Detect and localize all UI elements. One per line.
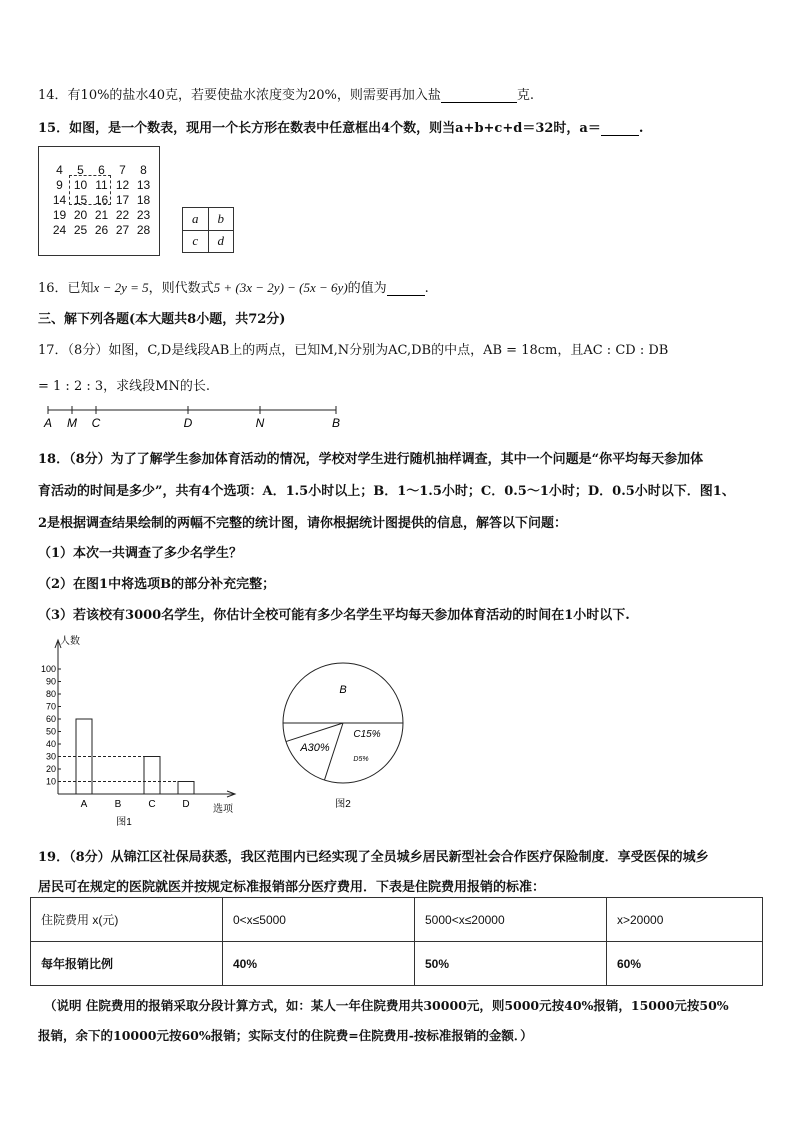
- box-a: a: [183, 208, 209, 231]
- question-17-line2: = 1 : 2 : 3，求线段MN的长.: [38, 379, 210, 394]
- y-tick-label: 50: [45, 726, 56, 737]
- number-cell: 21: [94, 208, 109, 222]
- chart-title: 图1: [116, 817, 132, 828]
- answer-blank-15[interactable]: [601, 120, 639, 136]
- box-b: b: [208, 208, 234, 231]
- number-cell: 27: [115, 223, 130, 237]
- y-tick-label: 60: [45, 714, 56, 724]
- table-header-cost: 住院费用 x(元): [31, 898, 223, 942]
- point-label-A: A: [43, 416, 53, 430]
- answer-blank-14[interactable]: [441, 87, 517, 103]
- question-19-line2: 居民可在规定的医院就医并按规定标准报销部分医疗费用．下表是住院费用报销的标准：: [38, 880, 546, 895]
- x-axis-label: 选项: [213, 804, 233, 815]
- question-18-sub1: （1）本次一共调查了多少名学生？: [38, 546, 243, 561]
- number-cell: 22: [115, 208, 130, 222]
- abcd-box: [182, 207, 234, 253]
- number-cell: 19: [52, 208, 67, 222]
- question-19-line1: 19．（8分）从锦江区社保局获悉，我区范围内已经实现了全员城乡居民新型社会合作医疗保险制度．享受医保的城乡: [38, 850, 709, 865]
- point-label-C: C: [91, 416, 101, 430]
- number-cell: 13: [136, 178, 151, 192]
- question-16-end: .: [424, 281, 429, 296]
- number-cell: 18: [136, 193, 151, 207]
- question-18-sub3: （3）若该校有3000名学生，你估计全校可能有多少名学生平均每天参加体育活动的时间在1小时以下.: [38, 608, 630, 623]
- question-16-suffix: 的值为: [347, 281, 387, 296]
- number-cell: 14: [52, 193, 67, 207]
- question-18-line2: 育活动的时间是多少”，共有4个选项：A．1.5小时以上；B．1～1.5小时；C．0.5～1小时；D．0.5小时以下．图1、: [38, 484, 735, 499]
- question-16: [38, 277, 429, 296]
- pie-chart: [278, 655, 408, 815]
- point-label-M: M: [67, 416, 77, 430]
- x-tick-label-C: C: [148, 799, 156, 810]
- answer-blank-16[interactable]: [387, 280, 425, 296]
- y-axis-label: 人数: [60, 636, 80, 647]
- number-cell: 12: [115, 178, 130, 192]
- question-16-prefix: 16．已知: [38, 281, 94, 296]
- question-14-suffix: 克.: [516, 88, 535, 103]
- number-cell: 25: [73, 223, 88, 237]
- table-ratio-2: 50%: [415, 942, 607, 986]
- slice-label-C15%: C15%: [353, 729, 381, 740]
- question-18-line1: 18．（8分）为了了解学生参加体育活动的情况，学校对学生进行随机抽样调查，其中一个问题是“你平均每天参加体: [38, 452, 704, 467]
- number-cell: 26: [94, 223, 109, 237]
- number-row: [49, 208, 154, 223]
- question-16-expr: 5 + (3x − 2y) − (5x − 6y): [213, 280, 348, 295]
- table-header-ratio: 每年报销比例: [31, 942, 223, 986]
- question-16-given: x − 2y = 5: [93, 280, 149, 295]
- box-c: c: [183, 230, 209, 253]
- table-ratio-3: 60%: [607, 942, 763, 986]
- question-19-note1: （说明 住院费用的报销采取分段计算方式，如：某人一年住院费用共30000元，则5000元按40%报销，15000元按50%: [44, 998, 729, 1013]
- table-range-3: x>20000: [607, 898, 763, 942]
- number-cell: 23: [136, 208, 151, 222]
- question-14-text: 14．有10%的盐水40克，若要使盐水浓度变为20%，则需要再加入盐: [38, 88, 441, 103]
- y-tick-label: 100: [40, 664, 56, 674]
- question-19-note2: 报销，余下的10000元按60%报销；实际支付的住院费=住院费用-按标准报销的金额．）: [38, 1028, 533, 1043]
- section-3-heading: 三、解下列各题(本大题共8小题，共72分): [38, 312, 286, 327]
- point-label-N: N: [255, 416, 265, 430]
- number-cell: 7: [119, 163, 126, 177]
- table-range-1: 0<x≤5000: [223, 898, 415, 942]
- point-label-D: D: [183, 416, 193, 430]
- y-tick-label: 20: [45, 764, 56, 774]
- bar-D: [178, 782, 194, 795]
- y-tick-label: 30: [45, 751, 56, 762]
- number-cell: 20: [73, 208, 88, 222]
- point-label-B: B: [331, 416, 341, 430]
- number-cell: 4: [56, 163, 63, 177]
- number-cell: 16: [94, 193, 109, 207]
- question-18-sub2: （2）在图1中将选项B的部分补充完整；: [38, 577, 276, 592]
- question-14: [38, 84, 534, 103]
- box-d: d: [208, 230, 234, 253]
- question-15-text: 15．如图，是一个数表，现用一个长方形在数表中任意框出4个数，则当a+b+c+d＝32时，a＝: [38, 121, 601, 136]
- y-tick-label: 40: [45, 739, 56, 749]
- number-cell: 6: [98, 163, 105, 177]
- slice-label-B: B: [339, 684, 347, 696]
- number-cell: 9: [56, 178, 63, 192]
- pie-title: 图2: [335, 799, 351, 810]
- x-tick-label-D: D: [182, 799, 190, 810]
- segment-figure: [40, 402, 350, 430]
- number-cell: 11: [95, 178, 108, 192]
- number-cell: 8: [140, 163, 147, 177]
- reimbursement-table: [30, 897, 763, 986]
- number-table: [38, 146, 160, 256]
- number-row: [49, 223, 154, 238]
- question-15: [38, 117, 643, 136]
- question-17-line1: 17．（8分）如图，C,D是线段AB上的两点，已知M,N分别为AC,DB的中点，AB = 18cm，且AC : CD : DB: [38, 343, 669, 358]
- bar-C: [144, 757, 160, 795]
- number-cell: 10: [73, 178, 88, 192]
- y-tick-label: 10: [45, 776, 56, 787]
- number-cell: 15: [73, 193, 88, 207]
- number-cell: 17: [115, 193, 130, 207]
- x-tick-label-A: A: [80, 799, 88, 810]
- y-tick-label: 90: [45, 676, 56, 687]
- number-cell: 5: [77, 163, 84, 177]
- number-cell: 28: [136, 223, 151, 237]
- slice-label-D5%: D5%: [353, 756, 369, 763]
- dashed-frame: [69, 175, 111, 205]
- x-tick-label-B: B: [114, 799, 122, 810]
- bar-chart: [30, 632, 250, 832]
- table-range-2: 5000<x≤20000: [415, 898, 607, 942]
- number-cell: 24: [52, 223, 67, 237]
- table-ratio-1: 40%: [223, 942, 415, 986]
- question-18-line3: 2是根据调查结果绘制的两幅不完整的统计图，请你根据统计图提供的信息，解答以下问题：: [38, 516, 568, 531]
- y-tick-label: 80: [45, 689, 56, 699]
- question-15-suffix: .: [638, 121, 644, 136]
- question-16-mid: ，则代数式: [148, 281, 214, 296]
- slice-label-A30%: A30%: [300, 742, 330, 754]
- y-tick-label: 70: [45, 701, 56, 712]
